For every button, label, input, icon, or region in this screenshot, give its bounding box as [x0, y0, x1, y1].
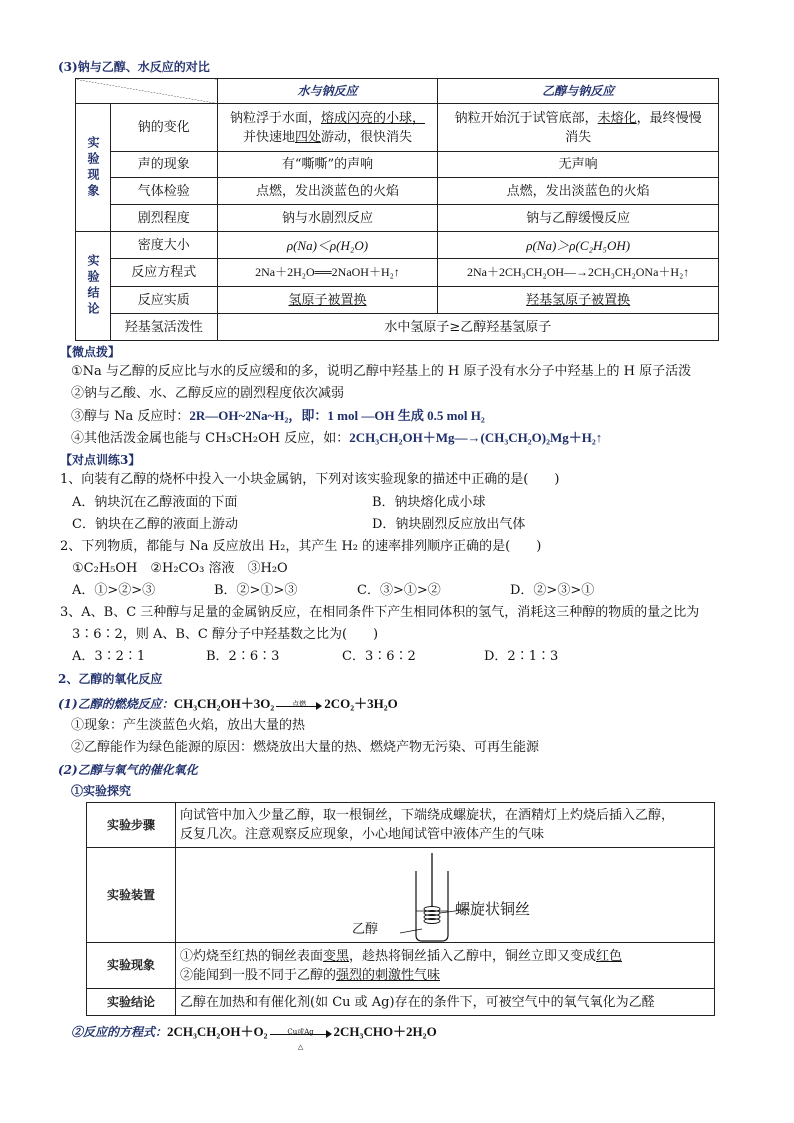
cell-ethanol: 点燃，发出淡蓝色的火焰: [438, 178, 719, 205]
row-label: 实验现象: [87, 943, 176, 989]
copper-coil: [424, 906, 440, 923]
burn-line-1: ①现象：产生淡蓝色火焰，放出大量的热: [71, 718, 306, 733]
experiment-table: [86, 802, 715, 1016]
cell-conclusion: 乙醇在加热和有催化剂(如 Cu 或 Ag)存在的条件下，可被空气中的氧气氧化为乙醛: [176, 989, 715, 1016]
q2-option-d: D．②>③>①: [510, 583, 595, 598]
reaction-arrow: Cu或Ag △: [270, 1026, 332, 1040]
cell-steps: 向试管中加入少量乙醇，取一根铜丝，下端绕成螺旋状，在酒精灯上灼烧后插入乙醇， 反复几次。注意观察反应现象，小心地闻试管中液体产生的气味: [176, 803, 715, 848]
catalytic-title: (2)乙醇与氧气的催化氧化: [58, 763, 198, 777]
cell-water: 2Na＋2H₂O══2NaOH＋H₂↑: [217, 259, 438, 287]
cell-apparatus: [176, 848, 715, 943]
burn-line-2: ②乙醇能作为绿色能源的原因：燃烧放出大量的热、燃烧产物无污染、可再生能源: [71, 740, 540, 755]
burn-equation: (1)乙醇的燃烧反应：CH₃CH₂OH＋3O₂ 点燃 2CO₂＋3H₂O: [58, 696, 398, 711]
section-2-title: 2、乙醇的氧化反应: [58, 672, 163, 686]
tip-3: ③醇与 Na 反应时：2R—OH~2Na~H₂，即：1 mol —OH 生成 0.5 mol H₂: [71, 408, 485, 424]
cell-ethanol-change: 钠粒开始沉于试管底部，未熔化，最终慢慢 消失: [438, 104, 719, 152]
reaction-arrow: 点燃: [276, 698, 322, 712]
row-label: 实验装置: [87, 848, 176, 943]
row-label: 实验结论: [87, 989, 176, 1016]
q1-option-a: A．钠块沉在乙醇液面的下面: [72, 495, 238, 510]
tip-2: ②钠与乙酸、水、乙醇反应的剧烈程度依次减弱: [71, 386, 345, 401]
cell-merged: 水中氢原子≥乙醇羟基氢原子: [217, 314, 718, 341]
header-water: 水与钠反应: [217, 79, 438, 104]
cell-ethanol: 钠与乙醇缓慢反应: [438, 205, 719, 232]
q3-option-a: A．3∶2∶1: [72, 649, 146, 664]
ethanol-label: 乙醇: [352, 922, 379, 937]
row-label: 羟基氢活泼性: [110, 314, 217, 341]
row-label: 实验步骤: [87, 803, 176, 848]
cell-water: 有“嘶嘶”的声响: [217, 152, 438, 178]
row-label: 反应实质: [110, 287, 217, 314]
cell-water-change: 钠粒浮于水面，熔成闪亮的小球， 并快速地四处游动，很快消失: [217, 104, 438, 152]
q2-option-b: B．②>①>③: [214, 583, 298, 598]
cell-ethanol: ρ(Na)＞ρ(C₂H₅OH): [438, 232, 719, 259]
cell-observation: ①灼烧至红热的铜丝表面变黑，趁热将铜丝插入乙醇中，铜丝立即又变成红色 ②能闻到一股不同于乙醇的强烈的刺激性气味: [176, 943, 715, 989]
cell-water: 氢原子被置换: [217, 287, 438, 314]
cell-ethanol: 2Na＋2CH₃CH₂OH―→2CH₃CH₂ONa＋H₂↑: [438, 259, 719, 287]
test-tube-diagram: [180, 849, 710, 942]
group-conclusion: 实验结论: [76, 232, 111, 341]
q2-option-a: A．①>②>③: [72, 583, 156, 598]
ethanol-pointer: [400, 929, 422, 933]
cell-ethanol: 羟基氢原子被置换: [438, 287, 719, 314]
q2-stem: 2、下列物质，都能与 Na 反应放出 H₂，其产生 H₂ 的速率排列顺序正确的是( ): [60, 539, 542, 554]
q3-option-b: B．2∶6∶3: [206, 649, 280, 664]
q1-stem: 1、向装有乙醇的烧杯中投入一小块金属钠，下列对该实验现象的描述中正确的是( ): [60, 472, 560, 487]
section-3-title: (3)钠与乙醇、水反应的对比: [58, 60, 210, 74]
row-label: 声的现象: [110, 152, 217, 178]
comparison-table: [75, 78, 719, 341]
q2-items: ①C₂H₅OH ②H₂CO₃ 溶液 ③H₂O: [72, 561, 288, 576]
cell-ethanol: 无声响: [438, 152, 719, 178]
row-label: 密度大小: [110, 232, 217, 259]
cell-water: ρ(Na)＜ρ(H₂O): [217, 232, 438, 259]
row-label: 气体检验: [110, 178, 217, 205]
tip-1: ①Na 与乙醇的反应比与水的反应缓和的多，说明乙醇中羟基上的 H 原子没有水分子中羟基上的 H 原子活泼: [71, 364, 692, 379]
cell-water: 钠与水剧烈反应: [217, 205, 438, 232]
catalytic-equation: ②反应的方程式：2CH₃CH₂OH＋O₂ Cu或Ag △ 2CH₃CHO＋2H₂O: [71, 1024, 437, 1051]
q3-option-d: D．2∶1∶3: [484, 649, 559, 664]
tips-title: 【微点拨】: [60, 345, 121, 359]
q1-option-d: D．钠块剧烈反应放出气体: [372, 517, 526, 532]
q1-option-c: C．钠块在乙醇的液面上游动: [72, 517, 238, 532]
q3-option-c: C．3∶6∶2: [342, 649, 416, 664]
catalytic-subtitle: ①实验探究: [71, 784, 132, 798]
tip-4: ④其他活泼金属也能与 CH₃CH₂OH 反应，如：2CH₃CH₂OH＋Mg―→(CH₃CH₂O)₂Mg＋H₂↑: [71, 430, 603, 446]
row-label: 剧烈程度: [110, 205, 217, 232]
cell-water: 点燃，发出淡蓝色的火焰: [217, 178, 438, 205]
coil-label: 螺旋状铜丝: [455, 900, 531, 918]
q2-option-c: C．③>①>②: [357, 583, 441, 598]
group-phenomena: 实验现象: [76, 104, 111, 232]
header-ethanol: 乙醇与钠反应: [438, 79, 719, 104]
training-title: 【对点训练3】: [60, 453, 141, 467]
q3-stem-2: 3∶6∶2，则 A、B、C 醇分子中羟基数之比为( ): [72, 627, 379, 642]
table-corner: [76, 79, 218, 104]
q1-option-b: B．钠块熔化成小球: [372, 495, 486, 510]
q3-stem-1: 3、A、B、C 三种醇与足量的金属钠反应，在相同条件下产生相同体积的氢气，消耗这三种醇的物质的量之比为: [60, 605, 700, 620]
row-label: 反应方程式: [110, 259, 217, 287]
row-label: 钠的变化: [110, 104, 217, 152]
